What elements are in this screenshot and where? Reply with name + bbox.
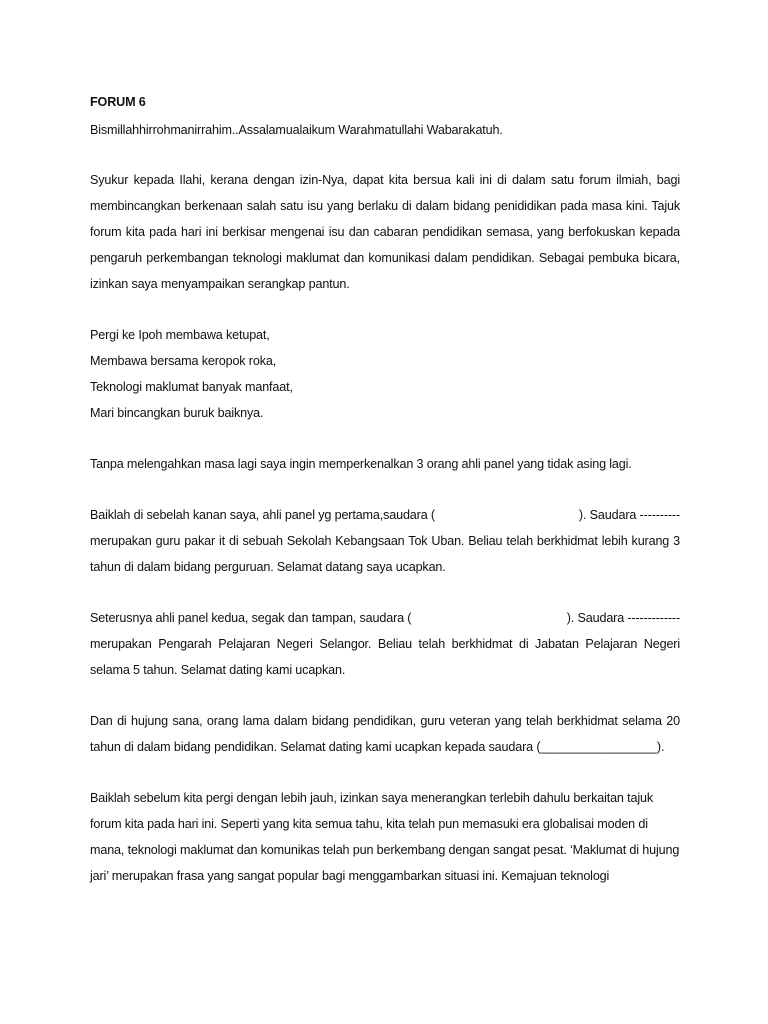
panel-member-1-lead: Baiklah di sebelah kanan saya, ahli panel yg pertama,saudara ( [90,508,435,522]
panel-member-1-description: merupakan guru pakar it di sebuah Sekolah Kebangsaan Tok Uban. Beliau telah berkhidmat lebih kurang 3 tahun di dalam bidang perguruan. Selamat datang saya ucapkan. [90,534,680,574]
panel-member-2-first-line [90,605,680,631]
pantun-line: Membawa bersama keropok roka, [90,354,277,368]
pantun-line: Pergi ke Ipoh membawa ketupat, [90,328,270,342]
pantun-line: Mari bincangkan buruk baiknya. [90,406,264,420]
opening-greeting: Bismillahhirrohmanirrahim..Assalamualaikum Warahmatullahi Wabarakatuh. [90,123,503,137]
closing-paragraph: Baiklah sebelum kita pergi dengan lebih jauh, izinkan saya menerangkan terlebih dahulu berkaitan tajuk forum kita pada hari ini. Seperti yang kita semua tahu, kita telah pun memasuki era globalisai moden di mana, teknologi maklumat dan komunikas telah pun berkembang dengan sangat pesat. ‘Maklumat di hujung jari’ merupakan frasa yang sangat popular bagi menggambarkan situasi ini. Kemajuan teknologi [90,791,680,883]
panel-member-2-description: merupakan Pengarah Pelajaran Negeri Selangor. Beliau telah berkhidmat di Jabatan Pelajaran Negeri selama 5 tahun. Selamat dating kami ucapkan. [90,637,680,677]
document-body [90,92,680,914]
pantun-verse [90,322,680,426]
document-title: FORUM 6 [90,95,146,109]
panel-introduction: Tanpa melengahkan masa lagi saya ingin memperkenalkan 3 orang ahli panel yang tidak asing lagi. [90,457,632,471]
panel-member-2 [90,605,680,683]
panel-member-1-tail: ). Saudara ---------- [578,508,680,522]
panel-member-2-tail: ). Saudara ------------- [566,611,680,625]
panel-member-2-lead: Seterusnya ahli panel kedua, segak dan tampan, saudara ( [90,611,412,625]
pantun-line: Teknologi maklumat banyak manfaat, [90,380,293,394]
panel-member-1-first-line [90,502,680,528]
intro-paragraph: Syukur kepada Ilahi, kerana dengan izin-Nya, dapat kita bersua kali ini di dalam satu forum ilmiah, bagi membincangkan berkenaan salah satu isu yang berlaku di dalam bidang penididikan pada masa kini. Tajuk forum kita pada hari ini berkisar mengenai isu dan cabaran pendidikan semasa, yang berfokuskan kepada pengaruh perkembangan teknologi maklumat dan komunikasi dalam pendidikan. Sebagai pembuka bicara, izinkan saya menyampaikan serangkap pantun. [90,173,680,291]
panel-member-3: Dan di hujung sana, orang lama dalam bidang pendidikan, guru veteran yang telah berkhidmat selama 20 tahun di dalam bidang pendidikan. Selamat dating kami ucapkan kepada saudara (_________________). [90,714,680,754]
panel-member-1 [90,502,680,580]
